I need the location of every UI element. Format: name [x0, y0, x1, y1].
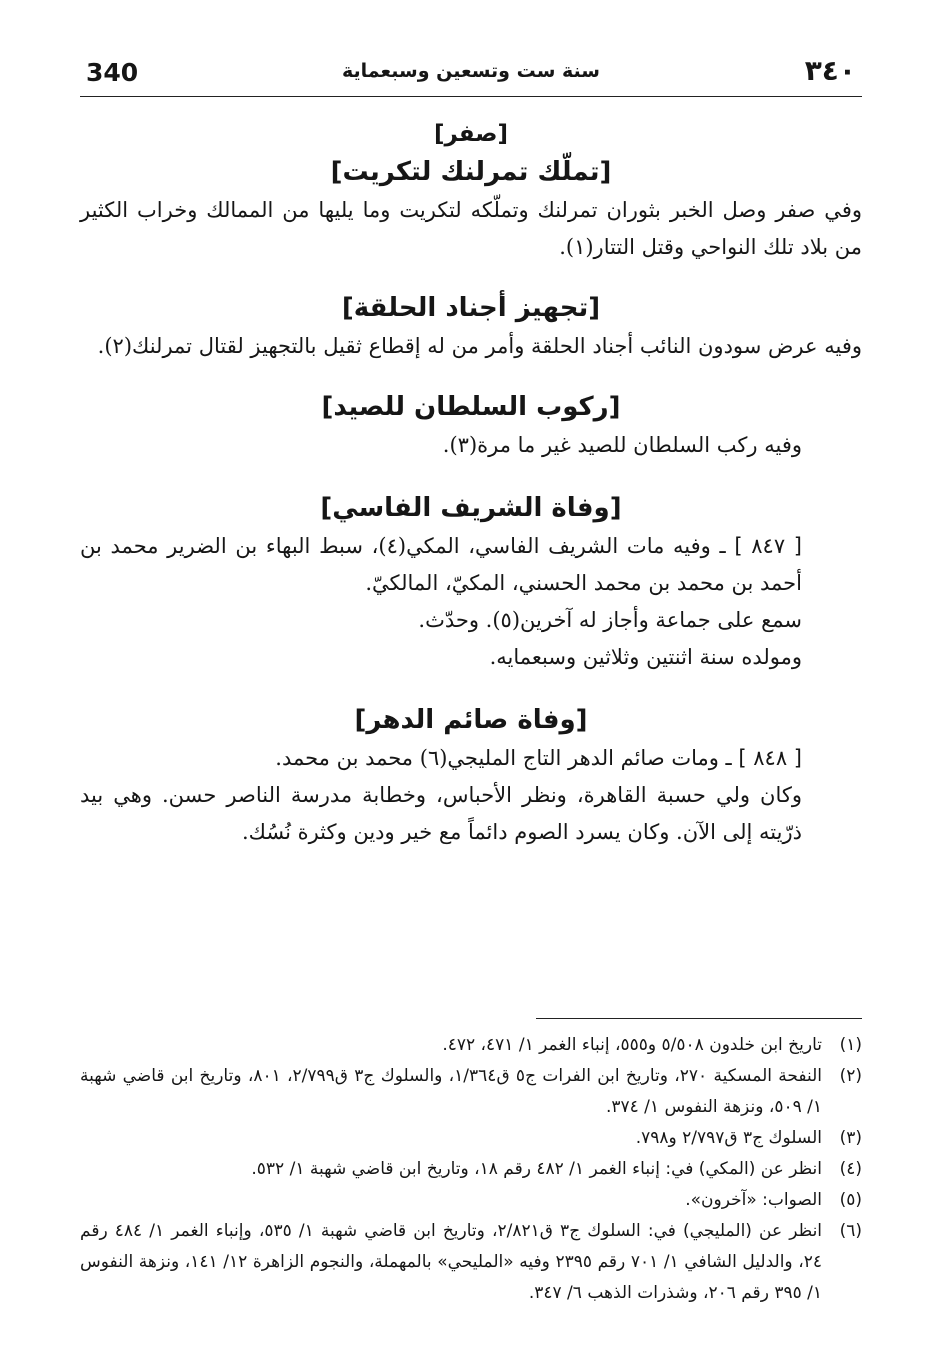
section-heading-tikrit: [تملّك تمرلنك لتكريت] [330, 157, 612, 187]
paragraph-fasi-study: سمع على جماعة وأجاز له آخرين(٥). وحدّث. [418, 608, 802, 632]
footnote [80, 1123, 862, 1154]
footnote-text: السلوك ج٣ ق٢/٧٩٧ و٧٩٨. [635, 1128, 822, 1148]
footnote-number: (١) [839, 1035, 862, 1055]
footnote-number: (٣) [839, 1128, 862, 1148]
section-heading-halqa: [تجهيز أجناد الحلقة] [341, 293, 601, 323]
paragraph-tikrit: وفي صفر وصل الخبر بثوران تمرلنك وتملّكه لتكريت وما يليها من الممالك وخراب الكثير من بلاد تلك النواحي وقتل التتار(١). [80, 198, 862, 259]
entry-number: [ ٨٤٨ ] [738, 746, 802, 770]
page-number-latin: 340 [86, 58, 139, 87]
paragraph-fasi-entry [80, 528, 862, 602]
footnote [80, 1185, 862, 1216]
entry-text: ـ ومات صائم الدهر التاج المليجي(٦) محمد بن محمد. [275, 746, 732, 770]
footnote [80, 1061, 862, 1123]
footnote-text: انظر عن (المكي) في: إنباء الغمر ١/ ٤٨٢ رقم ١٨، وتاريخ ابن قاضي شهبة ١/ ٥٣٢. [251, 1159, 822, 1179]
entry-text: ـ وفيه مات الشريف الفاسي، المكي(٤)، سبط البهاء بن الضرير محمد بن أحمد بن محمد بن محمد الحسني، المكيّ، المالكيّ. [80, 534, 802, 595]
section-heading-hunt: [ركوب السلطان للصيد] [321, 392, 621, 422]
footnotes [80, 1030, 862, 1309]
month-heading: [صفر] [433, 121, 509, 147]
main-text [80, 118, 862, 851]
paragraph-fasi-birth: ومولده سنة اثنتين وثلاثين وسبعمايه. [489, 645, 802, 669]
section-heading-saim: [وفاة صائم الدهر] [354, 705, 588, 735]
page-number-arabic: ٣٤٠ [804, 54, 856, 87]
running-title: سنة ست وتسعين وسبعماية [342, 60, 600, 82]
footnote [80, 1154, 862, 1185]
footnote-number: (٢) [839, 1066, 862, 1086]
page-header [80, 52, 862, 97]
footnote-separator [536, 1018, 862, 1019]
footnote-number: (٤) [839, 1159, 862, 1179]
paragraph-saim-career: وكان ولي حسبة القاهرة، ونظر الأحباس، وخطابة مدرسة الناصر حسن. وهي بيد ذرّيته إلى الآن. وكان يسرد الصوم دائماً مع خير ودين وكثرة نُسُك. [80, 783, 802, 844]
entry-number: [ ٨٤٧ ] [734, 534, 802, 558]
footnote-text: الصواب: «آخرون». [685, 1190, 822, 1210]
section-heading-fasi: [وفاة الشريف الفاسي] [320, 493, 622, 523]
footnote-text: النفحة المسكية ٢٧٠، وتاريخ ابن الفرات ج٥ ق١/٣٦٤، والسلوك ج٣ ق٢/٧٩٩، ٨٠١، وتاريخ ابن قاضي شهبة ١/ ٥٠٩، ونزهة النفوس ١/ ٣٧٤. [80, 1066, 822, 1117]
paragraph-halqa: وفيه عرض سودون النائب أجناد الحلقة وأمر من له إقطاع ثقيل بالتجهيز لقتال تمرلنك(٢). [97, 334, 862, 358]
paragraph-hunt: وفيه ركب السلطان للصيد غير ما مرة(٣). [442, 433, 802, 457]
footnote-number: (٦) [839, 1221, 862, 1241]
footnote [80, 1216, 862, 1309]
footnote-text: تاريخ ابن خلدون ٥/٥٠٨ و٥٥٥، إنباء الغمر ١/ ٤٧١، ٤٧٢. [442, 1035, 822, 1055]
footnote [80, 1030, 862, 1061]
footnote-number: (٥) [839, 1190, 862, 1210]
footnote-text: انظر عن (المليجي) في: السلوك ج٣ ق٢/٨٢١، وتاريخ ابن قاضي شهبة ١/ ٥٣٥، وإنباء الغمر ١/ ٤٨٤ رقم ٢٤، والدليل الشافي ١/ ٧٠١ رقم ٢٣٩٥ وفيه «المليحي» بالمهملة، والنجوم الزاهرة ١٢/ ١٤١، ونزهة النفوس ١/ ٣٩٥ رقم ٢٠٦، وشذرات الذهب ٦/ ٣٤٧. [80, 1221, 823, 1303]
paragraph-saim-entry [80, 740, 862, 777]
